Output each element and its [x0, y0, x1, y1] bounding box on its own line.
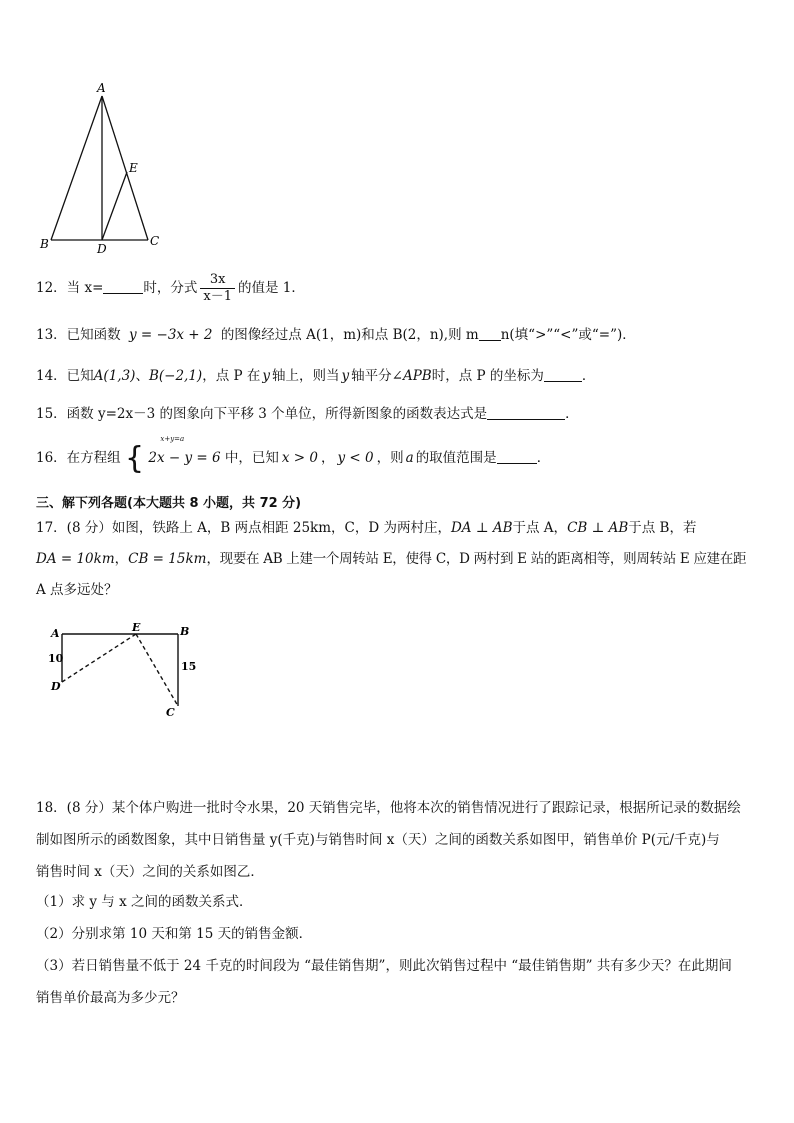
- q17-line1-a: 17．(8 分）如图，铁路上 A，B 两点相距 25km，C，D 为两村庄，: [36, 520, 451, 536]
- q12-prefix: 12．当 x=: [36, 280, 104, 296]
- segment-ab: [51, 96, 102, 240]
- q14-mid2: 轴上，则当: [272, 368, 340, 384]
- segment-ec: [136, 634, 178, 706]
- label-a: A: [97, 81, 106, 95]
- q16-cond2: y < 0: [337, 450, 374, 466]
- q15-answer-blank[interactable]: [487, 405, 565, 420]
- question-15: [36, 404, 579, 424]
- q16-suffix: ．: [536, 450, 551, 466]
- q12-fraction: [200, 272, 235, 305]
- q14-mid3: 轴平分: [351, 368, 392, 384]
- question-18-line-2: 制如图所示的函数图象，其中日销售量 y(千克)与销售时间 x（天）之间的函数关系如图甲，销售单价 P(元/千克)与: [36, 832, 720, 848]
- q17-line2-a: ，: [114, 551, 129, 567]
- question-18-part-3a: （3）若日销售量不低于 24 千克的时间段为 “最佳销售期”，则此次销售过程中 “最佳销售期” 共有多少天？在此期间: [36, 958, 732, 974]
- label-d: D: [51, 680, 61, 693]
- question-18-line-1: 18．(8 分）某个体户购进一批时令水果，20 天销售完毕，他将本次的销售情况进行了跟踪记录，根据所记录的数据绘: [36, 800, 741, 816]
- question-12: [36, 272, 305, 305]
- label-b: B: [180, 625, 190, 638]
- question-18-line-3: 销售时间 x（天）之间的关系如图乙．: [36, 864, 264, 880]
- q17-line2-math1: DA = 10km: [36, 551, 115, 567]
- segment-de: [62, 634, 136, 682]
- q12-mid: 时，分式: [143, 280, 198, 296]
- triangle-figure: [30, 80, 180, 260]
- question-16: [36, 435, 551, 476]
- q14-angle: ∠APB: [391, 368, 432, 384]
- q14-var-y: y: [262, 368, 271, 384]
- q17-line1-math2: CB ⊥ AB: [567, 520, 629, 536]
- q12-numerator: 3x: [200, 272, 235, 289]
- q16-equation: [148, 435, 221, 468]
- q12-answer-blank[interactable]: [103, 279, 143, 294]
- q17-line2-math2: CB = 15km: [128, 551, 207, 567]
- q16-mid3: 的取值范围是: [415, 450, 497, 466]
- q16-cond1: x > 0: [281, 450, 318, 466]
- q16-sep: ，: [321, 450, 335, 466]
- q14-prefix: 14．已知: [36, 368, 94, 384]
- q16-mid1: 中，已知: [224, 450, 279, 466]
- label-e: E: [129, 161, 138, 175]
- q14-sep: 、: [135, 368, 149, 384]
- q16-equation-top: x+y=a: [160, 435, 185, 443]
- label-c: C: [150, 234, 160, 248]
- railway-figure: [40, 618, 210, 728]
- q14-point-a: A(1,3): [93, 368, 136, 384]
- q13-answer-blank[interactable]: [479, 326, 501, 341]
- question-18-part-2: （2）分别求第 10 天和第 15 天的销售金额．: [36, 926, 313, 942]
- section-3-heading: 三、解下列各题(本大题共 8 小题，共 72 分): [36, 496, 302, 511]
- q15-suffix: ．: [565, 406, 579, 422]
- q16-prefix: 16．在方程组: [36, 450, 121, 466]
- q17-line1-c: 于点 B，若: [628, 520, 697, 536]
- label-e: E: [132, 621, 141, 634]
- q16-brace: {: [124, 441, 145, 476]
- q14-var-y2: y: [341, 368, 350, 384]
- q13-prefix: 13．已知函数: [36, 327, 121, 343]
- q16-mid2: ，则: [376, 450, 404, 466]
- question-17-line-2: [36, 549, 746, 569]
- question-13: [36, 325, 636, 345]
- question-18-part-1: （1）求 y 与 x 之间的函数关系式．: [36, 894, 253, 910]
- question-17-line-3: A 点多远处？: [36, 582, 118, 598]
- q17-line2-b: ，现要在 AB 上建一个周转站 E，使得 C，D 两村到 E 站的距离相等，则周转站 E 应建在距: [206, 551, 747, 567]
- label-d: D: [97, 242, 107, 256]
- q16-answer-blank[interactable]: [497, 449, 537, 464]
- segment-de: [102, 172, 127, 240]
- q17-line1-b: 于点 A，: [512, 520, 568, 536]
- q14-mid4: 时，点 P 的坐标为: [431, 368, 544, 384]
- q15-text: 15．函数 y=2x－3 的图象向下平移 3 个单位，所得新图象的函数表达式是: [36, 406, 488, 422]
- question-17-line-1: [36, 518, 696, 538]
- label-b: B: [40, 237, 49, 251]
- q12-denominator: x－1: [203, 289, 233, 304]
- q13-function: y = −3x + 2: [128, 327, 213, 343]
- question-14: [36, 366, 595, 386]
- q13-suffix: n(填“>”“<”或“=”)．: [500, 327, 636, 343]
- segment-ac: [102, 96, 148, 240]
- q14-answer-blank[interactable]: [544, 367, 582, 382]
- question-18-part-3b: 销售单价最高为多少元？: [36, 990, 185, 1006]
- label-cb-length: 15: [181, 660, 197, 673]
- q16-var-a: a: [405, 450, 414, 466]
- label-da-length: 10: [48, 652, 64, 665]
- label-a: A: [51, 627, 60, 640]
- q17-line1-math1: DA ⊥ AB: [450, 520, 513, 536]
- q12-suffix: 的值是 1．: [238, 280, 305, 296]
- q16-equation-main: 2x − y = 6: [148, 450, 221, 466]
- q14-mid1: ，点 P 在: [202, 368, 261, 384]
- q13-mid: 的图像经过点 A(1，m)和点 B(2，n),则 m: [220, 327, 479, 343]
- q14-suffix: ．: [581, 368, 596, 384]
- label-c: C: [166, 706, 175, 719]
- q14-point-b: B(−2,1): [148, 368, 203, 384]
